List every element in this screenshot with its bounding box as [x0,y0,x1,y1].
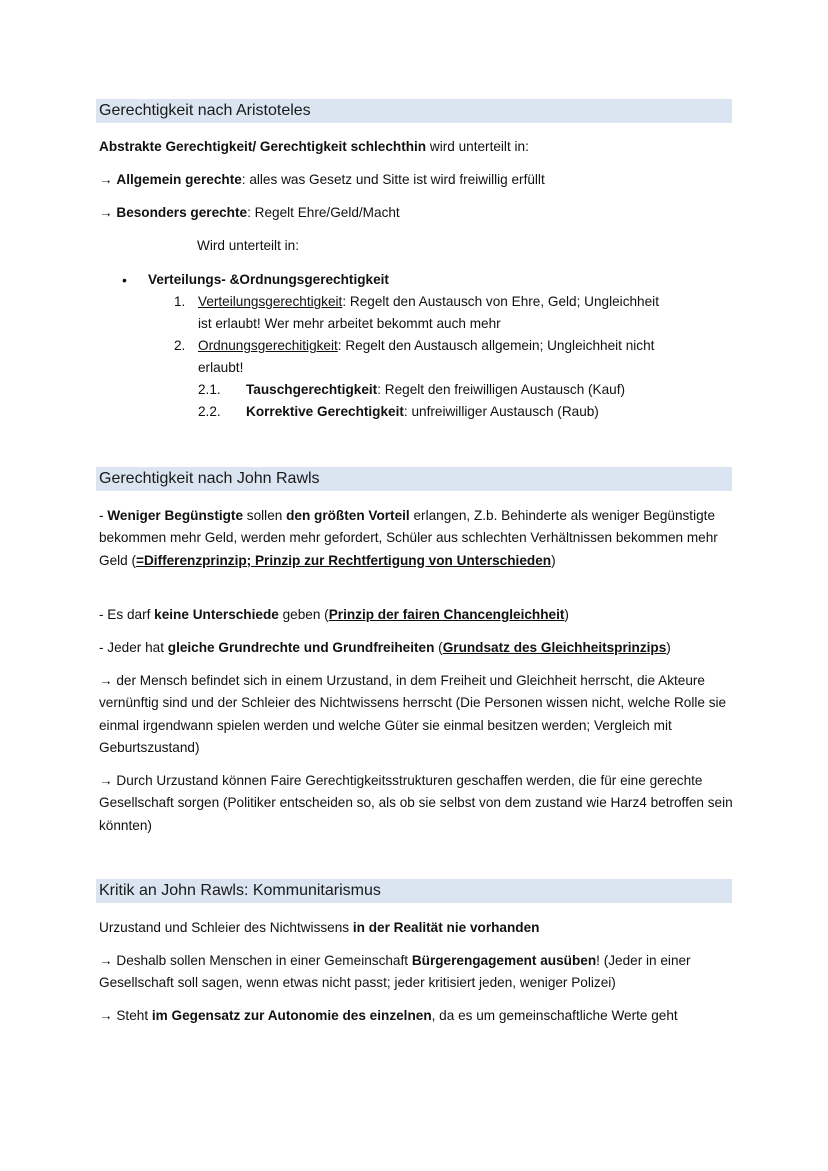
verteilung-rest2: ist erlaubt! Wer mehr arbeitet bekommt auch mehr [198,316,501,331]
text-span: , da es um gemeinschaftliche Werte geht [431,1008,678,1023]
list-number-1: 1. [174,294,186,309]
korrektiv-rest: : unfreiwilliger Austausch (Raub) [403,404,599,419]
kritik-paragraph-1 [99,917,739,939]
allgemein-line [99,171,545,189]
section-heading-aristoteles [96,99,732,123]
section-heading-rawls [96,467,732,491]
heading-text: Kritik an John Rawls: Kommunitarismus [99,882,381,899]
bold-span: in der Realität nie vorhanden [352,920,540,935]
text-span: sollen [243,508,287,523]
bold-underline-span: Prinzip der fairen Chancengleichheit [328,607,565,622]
text-span: - Es darf [99,607,155,622]
sub-text: Wird unterteilt in: [197,238,299,253]
intro-bold: Abstrakte Gerechtigkeit/ Gerechtigkeit schlechthin [99,139,427,154]
heading-text: Gerechtigkeit nach John Rawls [99,470,320,487]
besonders-line [99,204,400,222]
arrow-glyph: → [99,172,113,187]
bold-underline-span: =Differenzprinzip; Prinzip zur Rechtfertigung von Unterschieden [136,552,552,568]
list-item-1-line2 [198,315,501,333]
bold-span: gleiche Grundrechte und Grundfreiheiten [167,640,435,655]
rawls-paragraph-1 [99,505,739,572]
intro-rest: wird unterteilt in: [426,139,529,154]
bullet-item [148,271,389,289]
list-item-1-line1 [198,293,659,311]
bullet-dot-icon: • [122,272,127,288]
rawls-paragraph-5: → Durch Urzustand können Faire Gerechtigkeitsstrukturen geschaffen werden, die für eine gerechte Gesellschaft sorgen (Politiker entscheiden so, als ob sie selbst von dem zustand wie Harz4 betroffen sein könnten) [99,773,733,833]
allgemein-bold: Allgemein gerechte [116,172,242,187]
bold-span: Weniger Begünstigte [107,508,244,523]
korrektiv-bold: Korrektive Gerechtigkeit [246,404,404,419]
list-number-2: 2. [174,338,186,353]
kritik-paragraph-2 [99,950,739,995]
intro-line [99,138,529,156]
besonders-bold: Besonders gerechte [116,205,248,220]
rawls-paragraph-3 [99,637,739,659]
heading-text: Gerechtigkeit nach Aristoteles [99,102,311,119]
arrow-glyph: → [99,205,113,220]
text-span: ) [564,607,569,622]
list-item-2-2 [246,403,599,421]
bold-span: keine Unterschiede [154,607,279,622]
text-span: ) [551,552,556,568]
besonders-rest: : Regelt Ehre/Geld/Macht [247,205,400,220]
text-span: Urzustand und Schleier des Nichtwissens [99,920,353,935]
list-item-2-line1 [198,337,654,355]
ordnung-underline: Ordnungsgerechitigkeit [198,338,338,353]
text-span: erlangen, Z.b. Behinderte als weniger Begünstigte bekommen mehr Geld, werden mehr gefordert, Schüler aus schlechten Verhältnissen bekommen mehr Geld ( [99,508,718,568]
text-span: ! (Jeder in einer Gesellschaft soll sagen, wenn etwas nicht passt; jeder kritisiert jeden, weniger Polizei) [99,953,691,991]
list-number-2-2: 2.2. [198,404,221,419]
text-span: → Steht [99,1008,152,1023]
kritik-paragraph-3 [99,1005,739,1027]
rawls-paragraph-4: → der Mensch befindet sich in einem Urzustand, in dem Freiheit und Gleichheit herrscht, die Akteure vernünftig sind und der Schleier des Nichtwissens herrscht (Die Personen wissen nicht, welche Rolle sie einmal irgendwann spielen werden und welche Güter sie einmal besitzen werden; Vergleich mit Geburtszustand) [99,673,727,755]
tausch-bold: Tauschgerechtigkeit [246,382,378,397]
bold-span: Bürgerengagement ausüben [411,953,597,968]
verteilung-underline: Verteilungsgerechtigkeit [198,294,343,309]
text-span: - Jeder hat [99,640,168,655]
sub-line [197,237,299,255]
list-number-2-1: 2.1. [198,382,221,397]
bold-span: im Gegensatz zur Autonomie des einzelnen [151,1008,432,1023]
ordnung-rest2: erlaubt! [198,360,244,375]
list-item-2-line2 [198,359,243,377]
bold-span: den größten Vorteil [286,508,410,523]
text-span: geben ( [278,607,329,622]
bold-underline-span: Grundsatz des Gleichheitsprinzips [442,640,667,655]
section-heading-kritik [96,879,732,903]
text-span: → Deshalb sollen Menschen in einer Gemeinschaft [99,953,412,968]
text-span: ) [666,640,671,655]
bullet-bold: Verteilungs- &Ordnungsgerechtigkeit [148,272,389,287]
ordnung-rest: : Regelt den Austausch allgemein; Ungleichheit nicht [337,338,655,353]
verteilung-rest: : Regelt den Austausch von Ehre, Geld; Ungleichheit [342,294,659,309]
rawls-paragraph-2 [99,604,739,626]
text-span: - [99,508,108,523]
tausch-rest: : Regelt den freiwilligen Austausch (Kauf) [377,382,626,397]
allgemein-rest: : alles was Gesetz und Sitte ist wird freiwillig erfüllt [241,172,545,187]
list-item-2-1 [246,381,625,399]
text-span: ( [434,640,443,655]
